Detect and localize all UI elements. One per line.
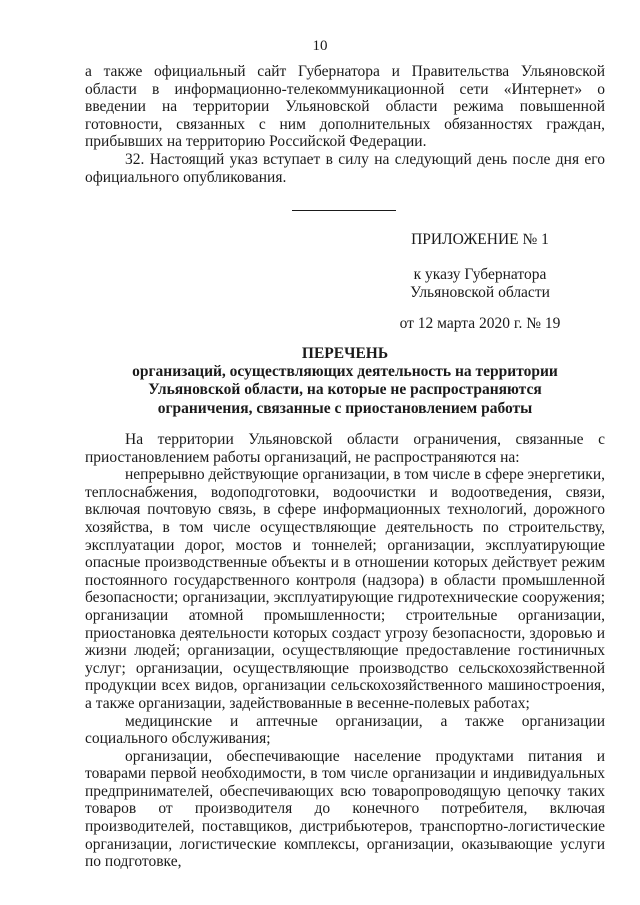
separator-line (292, 210, 396, 211)
body-text (85, 431, 605, 871)
clause-32: 32. Настоящий указ вступает в силу на следующий день после дня его официального опубликования. (85, 150, 605, 186)
appendix-date: от 12 марта 2020 г. № 19 (399, 315, 561, 332)
page-number: 10 (312, 38, 328, 54)
continuation-paragraph (85, 63, 605, 186)
appendix-line-2: Ульяновской области (410, 284, 550, 301)
appendix-title: ПРИЛОЖЕНИЕ № 1 (411, 231, 549, 248)
paragraph-continuous-organizations: непрерывно действующие организации, в том числе в сфере энергетики, теплоснабжения, водоподготовки, водоочистки и водоотведения, связи, включая почтовую связь, в сфере информационных технологий, дорожного хозяйства, в том числе осуществляющие деятельность по строительству, эксплуатации дорог, мостов и тоннелей; организации, эксплуатирующие опасные производственные объекты и в отношении которых действует режим постоянного государственного контроля (надзора) в области промышленной безопасности; организации, эксплуатирующие гидротехнические сооружения; организации атомной промышленности; строительные организации, приостановка деятельности которых создаст угрозу безопасности, здоровью и жизни людей; организации, осуществляющие предоставление гостиничных услуг; организации, осуществляющие производство сельскохозяйственной продукции всех видов, организации сельскохозяйственного машиностроения, а также организации, задействованные в весенне-полевых работах; (85, 466, 605, 712)
paragraph-medical-organizations: медицинские и аптечные организации, а также организации социального обслуживания; (85, 712, 605, 748)
heading-subtitle: организаций, осуществляющих деятельность на территории Ульяновской области, на которые не распространяются ограничения, связанные с приостановлением работы (132, 363, 558, 417)
paragraph-food-supply-organizations: организации, обеспечивающие население продуктами питания и товарами первой необходимости, в том числе организации и индивидуальных предпринимателей, обеспечивающих всю товаропроводящую цепочку таких товаров от производителя до конечного потребителя, включая производителей, поставщиков, дистрибьютеров, транспортно-логистические организации, логистические комплексы, организации, оказывающие услуги по подготовке, (85, 747, 605, 871)
heading-title: ПЕРЕЧЕНЬ (301, 345, 389, 362)
intro-paragraph: На территории Ульяновской области ограничения, связанные с приостановлением работы организаций, не распространяются на: (85, 431, 605, 466)
appendix-line-1: к указу Губернатора (413, 266, 547, 283)
list-heading (85, 345, 605, 418)
continuation-text: а также официальный сайт Губернатора и Правительства Ульяновской области в информационно-телекоммуникационной сети «Интернет» о введении на территории Ульяновской области режима повышенной готовности, связанных с ним дополнительных обязанностях граждан, прибывших на территорию Российской Федерации. (85, 63, 605, 151)
